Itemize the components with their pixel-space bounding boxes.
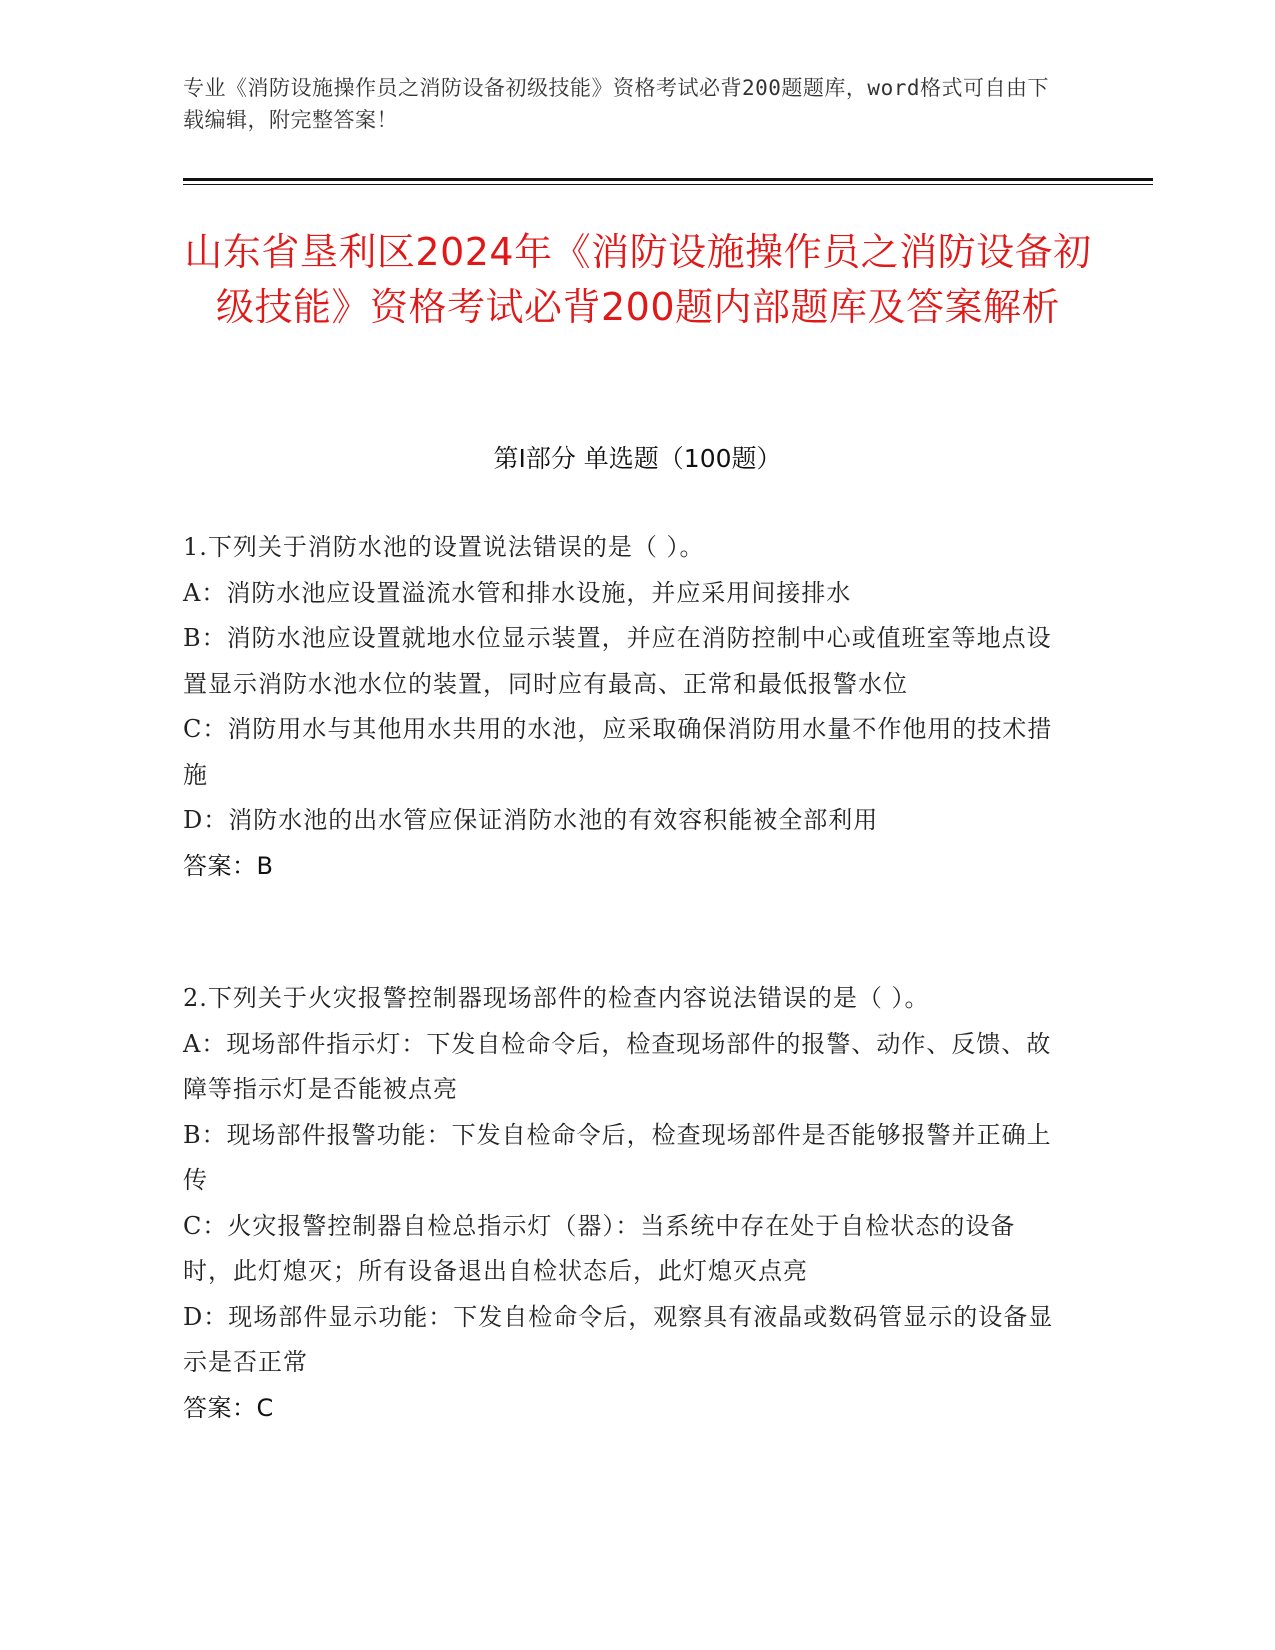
option-d: D：消防水池的出水管应保证消防水池的有效容积能被全部利用: [183, 806, 879, 834]
question-stem: 2.下列关于火灾报警控制器现场部件的检查内容说法错误的是（ ）。: [183, 984, 930, 1012]
option-c: C：消防用水与其他用水共用的水池，应采取确保消防用水量不作他用的技术措施: [183, 715, 1053, 789]
question-stem: 1.下列关于消防水池的设置说法错误的是（ ）。: [183, 533, 705, 561]
option-a: A：现场部件指示灯：下发自检命令后，检查现场部件的报警、动作、反馈、故障等指示灯是否能被点亮: [183, 1029, 1052, 1103]
header-note: 专业《消防设施操作员之消防设备初级技能》资格考试必背200题题库，word格式可自由下载编辑，附完整答案！: [183, 76, 1049, 132]
option-d: D：现场部件显示功能：下发自检命令后，观察具有液晶或数码管显示的设备显示是否正常: [183, 1302, 1054, 1376]
section-heading: 第I部分 单选题（100题）: [493, 444, 782, 473]
document-title: 山东省垦利区2024年《消防设施操作员之消防设备初级技能》资格考试必背200题内部题库及答案解析: [184, 230, 1092, 329]
answer-line: 答案：C: [183, 1393, 274, 1422]
question-block: [183, 976, 1063, 1431]
option-b: B：消防水池应设置就地水位显示装置，并应在消防控制中心或值班室等地点设置显示消防水池水位的装置，同时应有最高、正常和最低报警水位: [183, 624, 1052, 698]
option-a: A：消防水池应设置溢流水管和排水设施，并应采用间接排水: [183, 578, 852, 607]
answer-line: 答案：B: [183, 851, 274, 880]
option-c: C：火灾报警控制器自检总指示灯（器）：当系统中存在处于自检状态的设备时，此灯熄灭；所有设备退出自检状态后，此灯熄灭点亮: [183, 1211, 1016, 1285]
question-block: [183, 525, 1063, 889]
option-b: B：现场部件报警功能：下发自检命令后，检查现场部件是否能够报警并正确上传: [183, 1120, 1052, 1194]
header-divider-thin: [183, 184, 1153, 185]
header-divider-thick: [183, 178, 1153, 181]
